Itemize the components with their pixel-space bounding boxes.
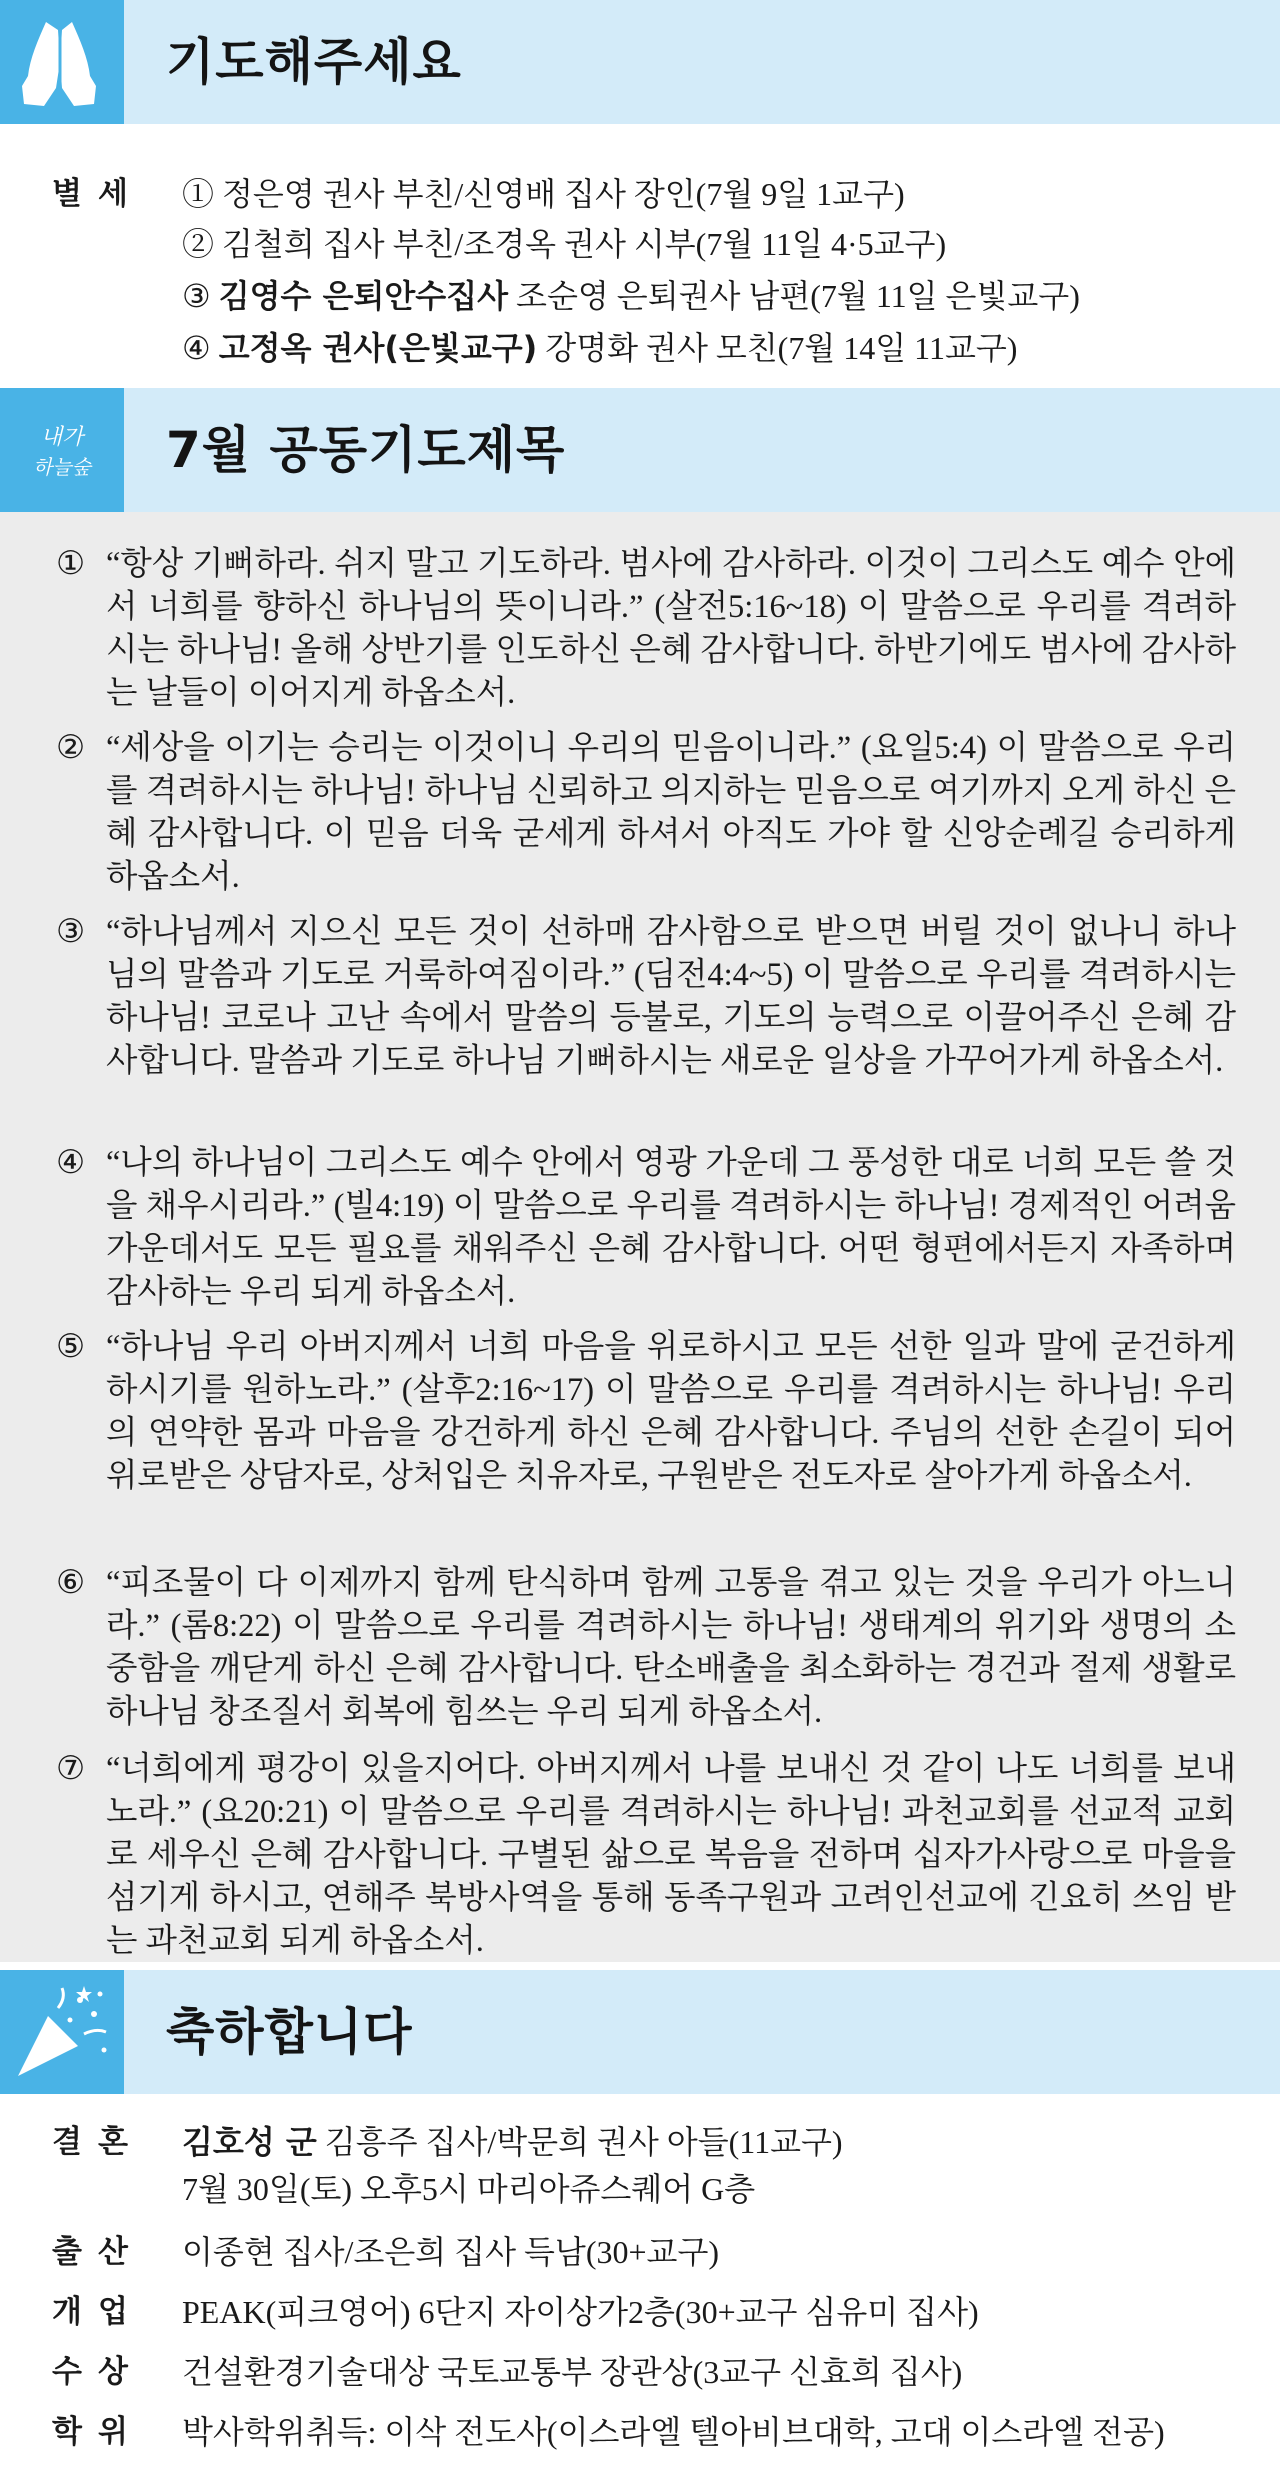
prayer-item-2: ② “세상을 이기는 승리는 이것이니 우리의 믿음이니라.” (요일5:4) 이 말씀으로 우리를 격려하시는 하나님! 하나님 신뢰하고 의지하는 믿음으로 여기까지 오게 하신 은혜 감사합니다. 이 믿음 더욱 굳세게 하셔서 아직도 가야 할 신앙순례길 승리하게 하옵소서. bbox=[56, 730, 1236, 895]
congratulations-header bbox=[0, 1970, 1280, 2094]
congrats-item-wedding-detail: 7월 30일(토) 오후5시 마리아쥬스퀘어 G층 bbox=[182, 2171, 756, 2207]
congrats-item-opening: PEAK(피크영어) 6단지 자이상가2층(30+교구 심유미 집사) bbox=[182, 2294, 979, 2330]
prayer-item-6: ⑥ “피조물이 다 이제까지 함께 탄식하며 함께 고통을 겪고 있는 것을 우리가 아느니라.” (롬8:22) 이 말씀으로 우리를 격려하시는 하나님! 생태계의 위기와 생명의 소중함을 깨닫게 하신 은혜 감사합니다. 탄소배출을 최소화하는 경건과 절제 생활로 하나님 창조질서 회복에 힘쓰는 우리 되게 하옵소서. bbox=[56, 1565, 1236, 1730]
prayer-item-1: ① “항상 기뻐하라. 쉬지 말고 기도하라. 범사에 감사하라. 이것이 그리스도 예수 안에서 너희를 향하신 하나님의 뜻이니라.” (살전5:16~18) 이 말씀으로 우리를 격려하시는 하나님! 올해 상반기를 인도하신 은혜 감사합니다. 하반기에도 범사에 감사하는 날들이 이어지게 하옵소서. bbox=[56, 546, 1236, 711]
section-title: 기도해주세요 bbox=[166, 33, 462, 91]
prayer-item-3: ③ “하나님께서 지으신 모든 것이 선하매 감사함으로 받으면 버릴 것이 없나니 하나님의 말씀과 기도로 거룩하여짐이라.” (딤전4:4~5) 이 말씀으로 우리를 격려하시는 하나님! 코로나 고난 속에서 말씀의 등불로, 기도의 능력으로 이끌어주신 은혜 감사합니다. 말씀과 기도로 하나님 기뻐하시는 새로운 일상을 가꾸어가게 하옵소서. bbox=[56, 914, 1236, 1079]
prayer-request-header bbox=[0, 0, 1280, 124]
prayer-item-5: ⑤ “하나님 우리 아버지께서 너희 마음을 위로하시고 모든 선한 일과 말에 굳건하게 하시기를 원하노라.” (살후2:16~17) 이 말씀으로 우리를 격려하시는 하나님! 우리의 연약한 몸과 마음을 강건하게 하신 은혜 감사합니다. 주님의 선한 손길이 되어 위로받은 상담자로, 상처입은 치유자로, 구원받은 전도자로 살아가게 하옵소서. bbox=[56, 1329, 1236, 1494]
svg-text:하늘숲: 하늘숲 bbox=[33, 455, 91, 479]
prayer-item-7: ⑦ “너희에게 평강이 있을지어다. 아버지께서 나를 보내신 것 같이 나도 너희를 보내노라.” (요20:21) 이 말씀으로 우리를 격려하시는 하나님! 과천교회를 선교적 교회로 세우신 은혜 감사합니다. 구별된 삶으로 복음을 전하며 십자가사랑으로 마을을 섬기게 하시고, 연해주 북방사역을 통해 동족구원과 고려인선교에 긴요히 쓰임 받는 과천교회 되게 하옵소서. bbox=[56, 1751, 1236, 1959]
item-label: 학위 bbox=[52, 2414, 144, 2450]
section-title: 7월 공동기도제목 bbox=[166, 421, 566, 479]
congrats-item-birth: 이종현 집사/조은희 집사 득남(30+교구) bbox=[182, 2234, 720, 2270]
prayer-request-item-2: ② 김철희 집사 부친/조경옥 권사 시부(7월 11일 4·5교구) bbox=[182, 226, 947, 262]
congrats-item-wedding: 김호성 군 김흥주 집사/박문희 권사 아들(11교구) bbox=[182, 2123, 843, 2161]
logo bbox=[0, 388, 124, 512]
praying-hands-icon bbox=[0, 0, 124, 124]
item-label: 별세 bbox=[52, 176, 144, 212]
item-label: 결혼 bbox=[52, 2124, 144, 2160]
prayer-request-item-1: ① 정은영 권사 부친/신영배 집사 장인(7월 9일 1교구) bbox=[182, 176, 905, 212]
congrats-item-award: 건설환경기술대상 국토교통부 장관상(3교구 신효희 집사) bbox=[182, 2354, 963, 2390]
party-popper-icon bbox=[0, 1970, 124, 2094]
item-label: 출산 bbox=[52, 2234, 144, 2270]
prayer-request-item-3: ③ 김영수 은퇴안수집사 조순영 은퇴권사 남편(7월 11일 은빛교구) bbox=[182, 277, 1080, 315]
monthly-prayer-header bbox=[0, 388, 1280, 512]
section-title: 축하합니다 bbox=[166, 2003, 413, 2061]
svg-text:내가: 내가 bbox=[40, 425, 84, 450]
prayer-request-item-4: ④ 고정옥 권사(은빛교구) 강명화 권사 모친(7월 14일 11교구) bbox=[182, 329, 1018, 367]
congrats-item-degree: 박사학위취득: 이삭 전도사(이스라엘 텔아비브대학, 고대 이스라엘 전공) bbox=[182, 2414, 1165, 2450]
prayer-item-4: ④ “나의 하나님이 그리스도 예수 안에서 영광 가운데 그 풍성한 대로 너희 모든 쓸 것을 채우시리라.” (빌4:19) 이 말씀으로 우리를 격려하시는 하나님! 경제적인 어려움 가운데서도 모든 필요를 채워주신 은혜 감사합니다. 어떤 형편에서든지 자족하며 감사하는 우리 되게 하옵소서. bbox=[56, 1145, 1236, 1310]
item-label: 수상 bbox=[52, 2354, 144, 2390]
item-label: 개업 bbox=[52, 2294, 144, 2330]
